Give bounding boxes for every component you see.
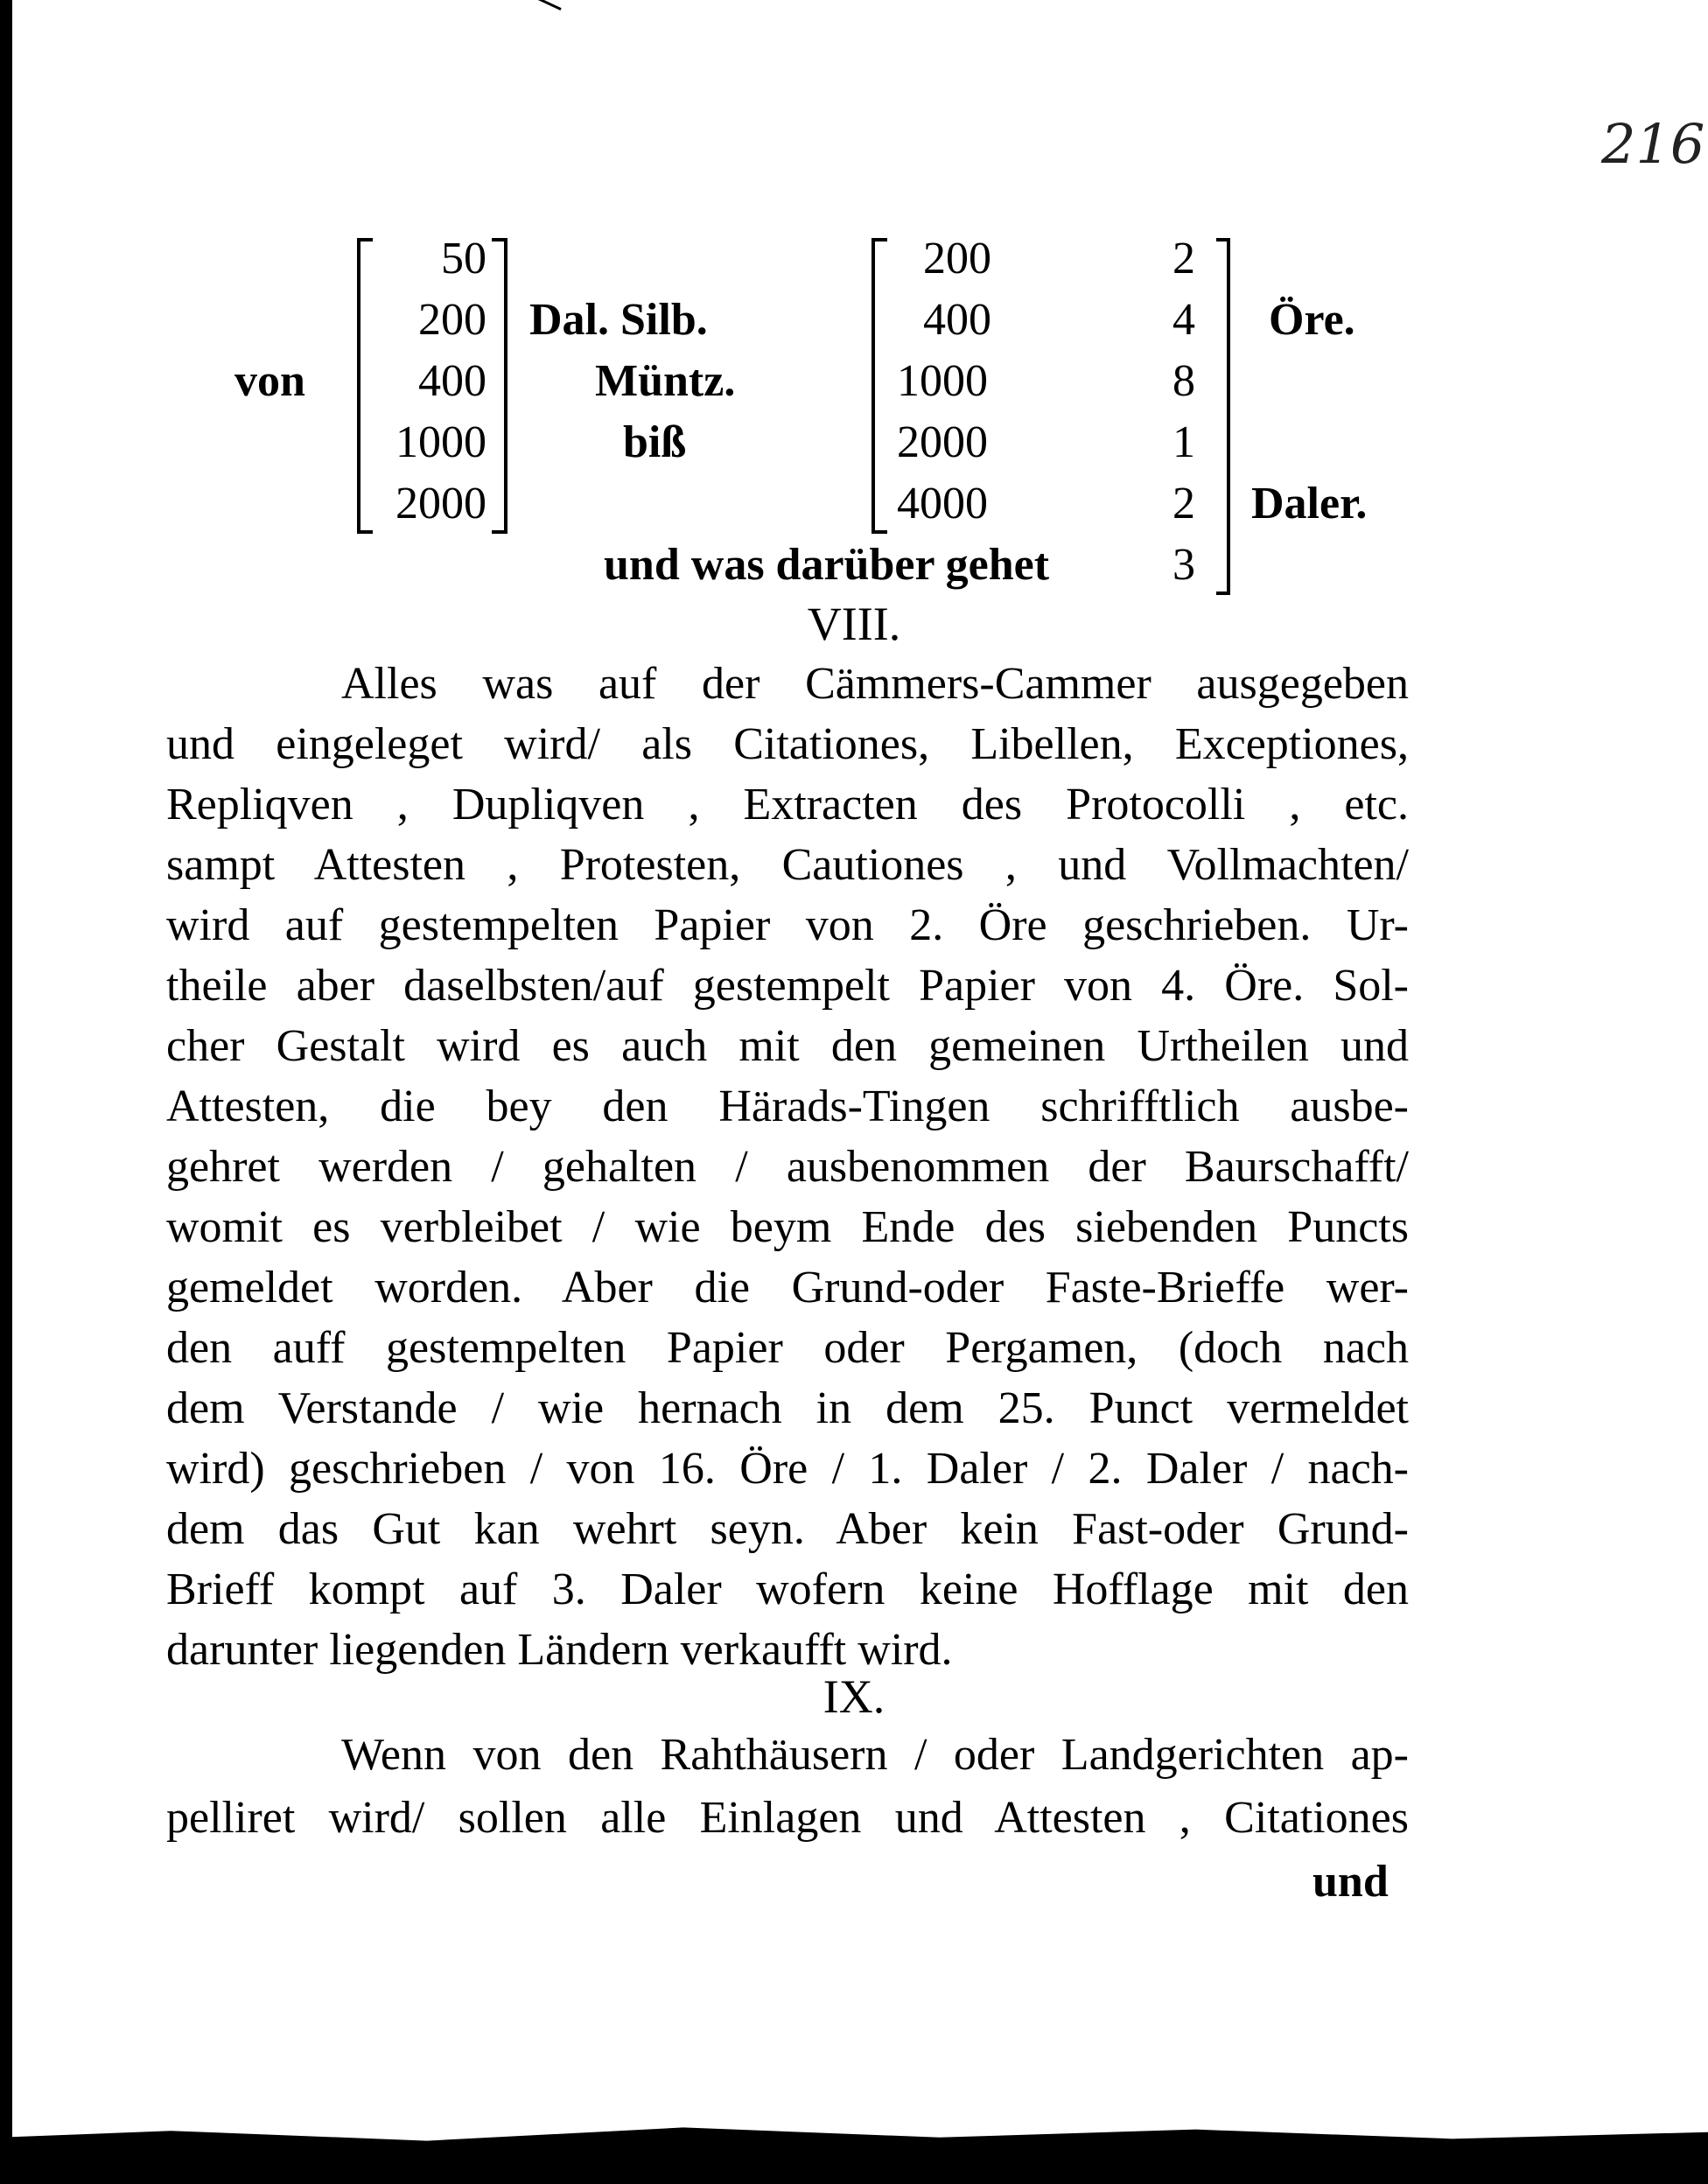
rate-value: 3	[1172, 540, 1195, 590]
text-line: wird) geschrieben / von 16. Öre / 1. Daler / 2. Daler / nach-	[166, 1444, 1409, 1494]
unit-label: Dal. Silb.	[529, 295, 708, 345]
rate-unit-ore: Öre.	[1269, 295, 1355, 345]
text-line: Alles was auf der Cämmers-Cammer ausgegeben	[341, 659, 1409, 709]
handwritten-page-number: 216	[1601, 112, 1705, 176]
section-heading-ix: IX.	[822, 1670, 886, 1723]
unit-label: Müntz.	[595, 356, 736, 406]
text-line: dem Verstande / wie hernach in dem 25. Punct vermeldet	[166, 1383, 1409, 1433]
text-line: Attesten, die bey den Härads-Tingen schrifftlich ausbe-	[166, 1082, 1409, 1131]
scan-border-left	[0, 0, 12, 2184]
text-line: Brieff kompt auf 3. Daler wofern keine Hofflage mit den	[166, 1564, 1409, 1614]
text-line: womit es verbleibet / wie beym Ende des siebenden Puncts	[166, 1202, 1409, 1252]
to-bracket	[872, 238, 887, 534]
rate-value: 4	[1172, 295, 1195, 345]
rate-value: 2	[1172, 479, 1195, 528]
to-value: 1000	[897, 356, 988, 406]
rate-bracket	[1216, 238, 1230, 595]
right-bracket	[492, 238, 508, 534]
scan-mark-top	[523, 0, 561, 22]
from-value: 200	[418, 295, 486, 345]
to-value: 400	[923, 295, 991, 345]
catchword: und	[1312, 1857, 1389, 1907]
text-line: theile aber daselbsten/auf gestempelt Papier von 4. Öre. Sol-	[166, 961, 1409, 1011]
left-bracket	[357, 238, 373, 534]
from-value: 50	[441, 234, 486, 284]
rate-value: 2	[1172, 234, 1195, 284]
to-value: 4000	[897, 479, 988, 528]
rate-value: 1	[1172, 417, 1195, 467]
text-line: gemeldet worden. Aber die Grund-oder Faste-Brieffe wer-	[166, 1263, 1409, 1312]
from-value: 1000	[396, 417, 486, 467]
text-line: cher Gestalt wird es auch mit den gemeinen Urtheilen und	[166, 1021, 1409, 1071]
scan-border-bottom	[0, 2118, 1708, 2184]
text-line: wird auf gestempelten Papier von 2. Öre geschrieben. Ur-	[166, 900, 1409, 950]
text-line: und eingeleget wird/ als Citationes, Libellen, Exceptiones,	[166, 719, 1409, 769]
table-prefix: von	[234, 356, 305, 406]
rate-unit-daler: Daler.	[1251, 479, 1368, 528]
text-line: dem das Gut kan wehrt seyn. Aber kein Fast-oder Grund-	[166, 1504, 1409, 1554]
text-line: darunter liegenden Ländern verkaufft wird.	[166, 1625, 953, 1675]
unit-label: biß	[623, 417, 687, 467]
text-line: Wenn von den Rahthäusern / oder Landgerichten ap-	[341, 1730, 1409, 1780]
from-value: 400	[418, 356, 486, 406]
text-line: pelliret wird/ sollen alle Einlagen und Attesten , Citationes	[166, 1793, 1409, 1843]
from-value: 2000	[396, 479, 486, 528]
section-heading-viii: VIII.	[807, 598, 901, 650]
text-line: sampt Attesten , Protesten, Cautiones , und Vollmachten/	[166, 840, 1409, 890]
rate-value: 8	[1172, 356, 1195, 406]
to-value: 200	[923, 234, 991, 284]
overflow-label: und was darüber gehet	[604, 540, 1050, 590]
text-line: den auff gestempelten Papier oder Pergamen, (doch nach	[166, 1323, 1409, 1373]
to-value: 2000	[897, 417, 988, 467]
text-line: Repliqven , Dupliqven , Extracten des Protocolli , etc.	[166, 780, 1409, 830]
text-line: gehret werden / gehalten / ausbenommen der Baurschafft/	[166, 1142, 1409, 1192]
